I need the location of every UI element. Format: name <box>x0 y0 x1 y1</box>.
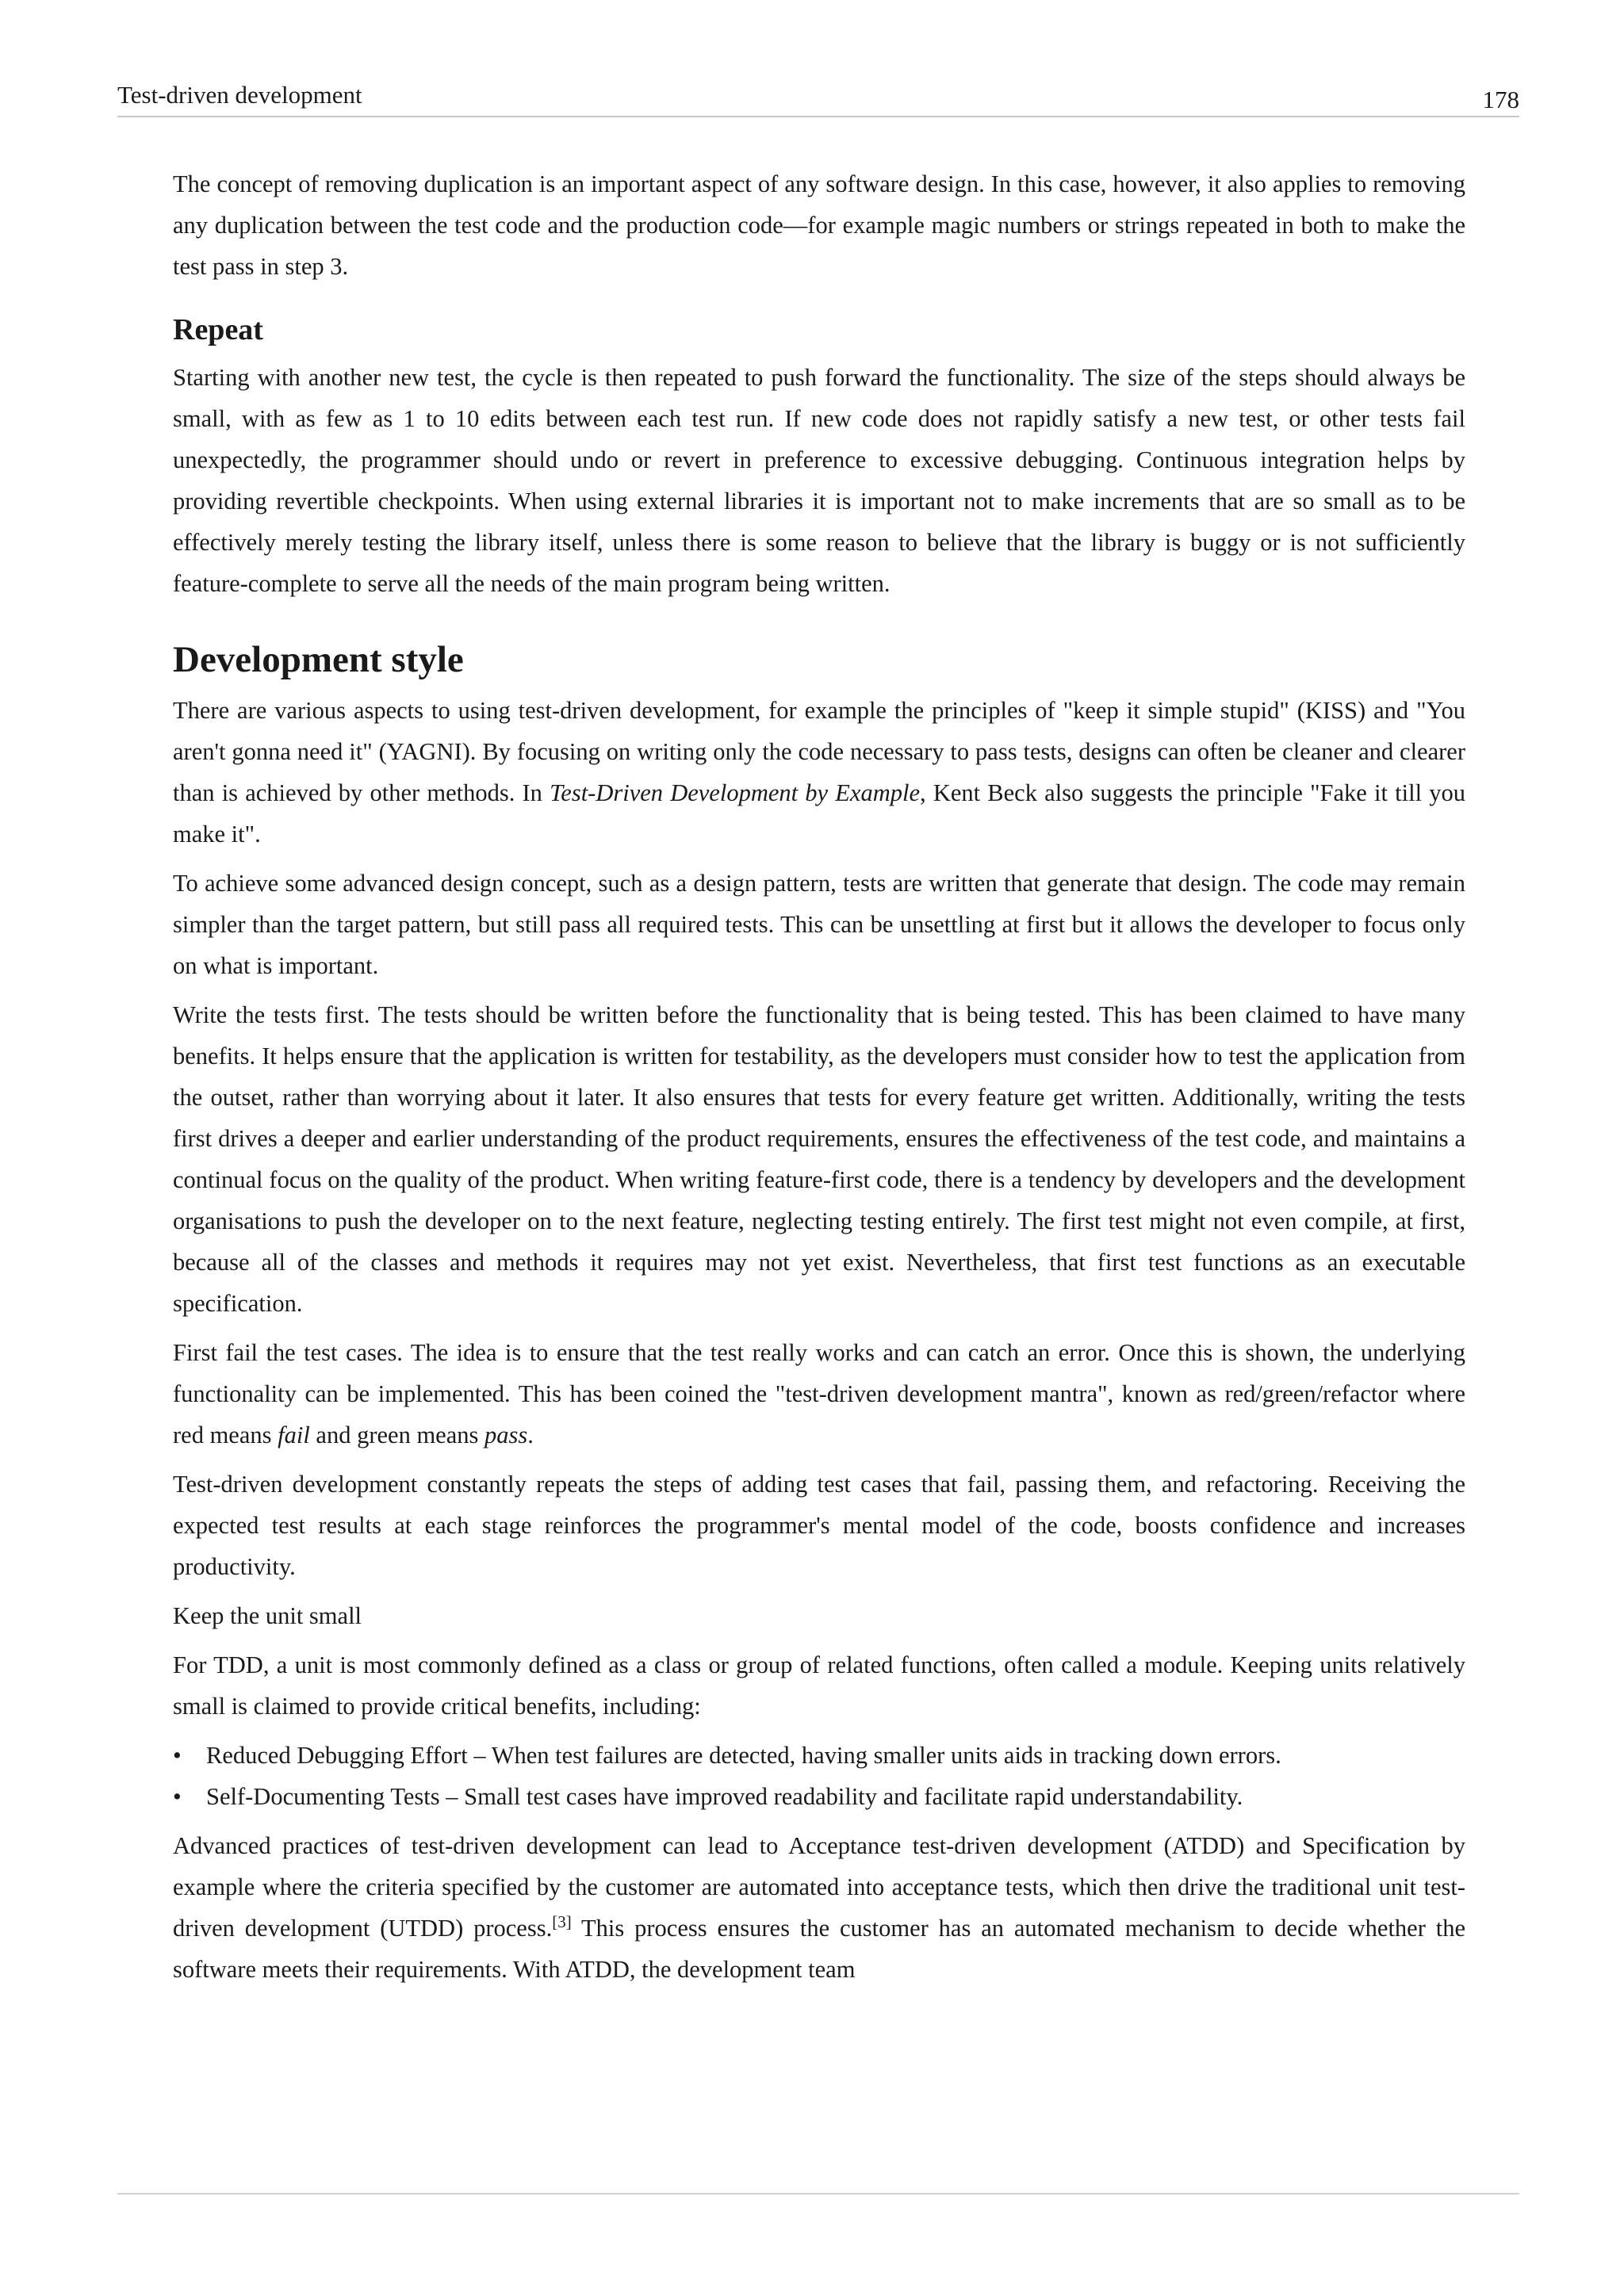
book-title: Test-Driven Development by Example <box>550 779 920 806</box>
emphasis-fail: fail <box>278 1422 310 1448</box>
list-item-text: Reduced Debugging Effort – When test failures are detected, having smaller units aids in tracking down errors. <box>206 1742 1281 1769</box>
paragraph: Keep the unit small <box>173 1602 362 1629</box>
paragraph: Starting with another new test, the cycle is then repeated to push forward the functionality. The size of the steps should always be small, with as few as 1 to 10 edits between each test run. If new code does not rapidly satisfy a new test, or other tests fail unexpectedly, the programmer should undo or revert in preference to excessive debugging. Continuous integration helps by providing revertible checkpoints. When using external libraries it is important not to make increments that are so small as to be effectively merely testing the library itself, unless there is some reason to believe that the library is buggy or is not sufficiently feature-complete to serve all the needs of the main program being written. <box>173 364 1465 597</box>
emphasis-pass: pass <box>484 1422 528 1448</box>
text-run: First fail the test cases. The idea is to ensure that the test really works and can catch an error. Once this is shown, the underlying functionality can be implemented. This has been coined the "test-driven development mantra", known as red/green/refactor where red means <box>173 1339 1465 1448</box>
text-run: There are various aspects to using test-driven development, for example the principles of "keep it simple stupid" (KISS) and "You aren't gonna need it" (YAGNI). By focusing on writing only the code necessary to pass tests, designs can often be cleaner and clearer than is achieved by other methods. In <box>173 697 1465 806</box>
text-run: This process ensures the customer has an automated mechanism to decide whether the software meets their requirements. With ATDD, the development team <box>173 1915 1466 1983</box>
heading-repeat: Repeat <box>173 313 263 346</box>
running-title: Test-driven development <box>117 81 362 109</box>
paragraph: Write the tests first. The tests should be written before the functionality that is being tested. This has been claimed to have many benefits. It helps ensure that the application is written for testability, as the developers must consider how to test the application from the outset, rather than worrying about it later. It also ensures that tests for every feature get written. Additionally, writing the tests first drives a deeper and earlier understanding of the product requirements, ensures the effectiveness of the test code, and maintains a continual focus on the quality of the product. When writing feature-first code, there is a tendency by developers and the development organisations to push the developer on to the next feature, neglecting testing entirely. The first test might not even compile, at first, because all of the classes and methods it requires may not yet exist. Nevertheless, that first test functions as an executable specification. <box>173 1001 1465 1317</box>
paragraph: The concept of removing duplication is an important aspect of any software design. In this case, however, it also applies to removing any duplication between the test code and the production code—for example magic numbers or strings repeated in both to make the test pass in step 3. <box>173 170 1465 280</box>
paragraph: To achieve some advanced design concept, such as a design pattern, tests are written that generate that design. The code may remain simpler than the target pattern, but still pass all required tests. This can be unsettling at first but it allows the developer to focus only on what is important. <box>173 870 1465 979</box>
paragraph <box>173 1825 1465 1990</box>
page-header <box>117 79 1519 117</box>
footer-rule <box>117 2193 1519 2195</box>
paragraph <box>173 690 1465 855</box>
list-item <box>173 1735 1465 1776</box>
paragraph <box>173 1332 1465 1456</box>
list-item-text: Self-Documenting Tests – Small test cases have improved readability and facilitate rapid understandability. <box>206 1783 1243 1810</box>
heading-development-style: Development style <box>173 639 464 680</box>
paragraph: Test-driven development constantly repeats the steps of adding test cases that fail, passing them, and refactoring. Receiving the expected test results at each stage reinforces the programmer's mental model of the code, boosts confidence and increases productivity. <box>173 1471 1465 1580</box>
list-item <box>173 1776 1465 1817</box>
bullet-icon: • <box>173 1783 182 1810</box>
citation-link[interactable]: [3] <box>552 1911 572 1931</box>
benefits-list <box>173 1735 1465 1817</box>
page-number: 178 <box>1482 86 1519 113</box>
text-run: , Kent Beck also suggests the principle "Fake it till you make it". <box>173 779 1465 848</box>
text-run: . <box>527 1422 534 1448</box>
bullet-icon: • <box>173 1742 182 1769</box>
paragraph: For TDD, a unit is most commonly defined as a class or group of related functions, often called a module. Keeping units relatively small is claimed to provide critical benefits, including: <box>173 1651 1465 1720</box>
text-run: Advanced practices of test-driven development can lead to Acceptance test-driven development (ATDD) and Specification by example where the criteria specified by the customer are automated into acceptance tests, which then drive the traditional unit test-driven development (UTDD) process. <box>173 1832 1465 1942</box>
article-body <box>173 163 1465 1998</box>
text-run: and green means <box>309 1422 485 1448</box>
